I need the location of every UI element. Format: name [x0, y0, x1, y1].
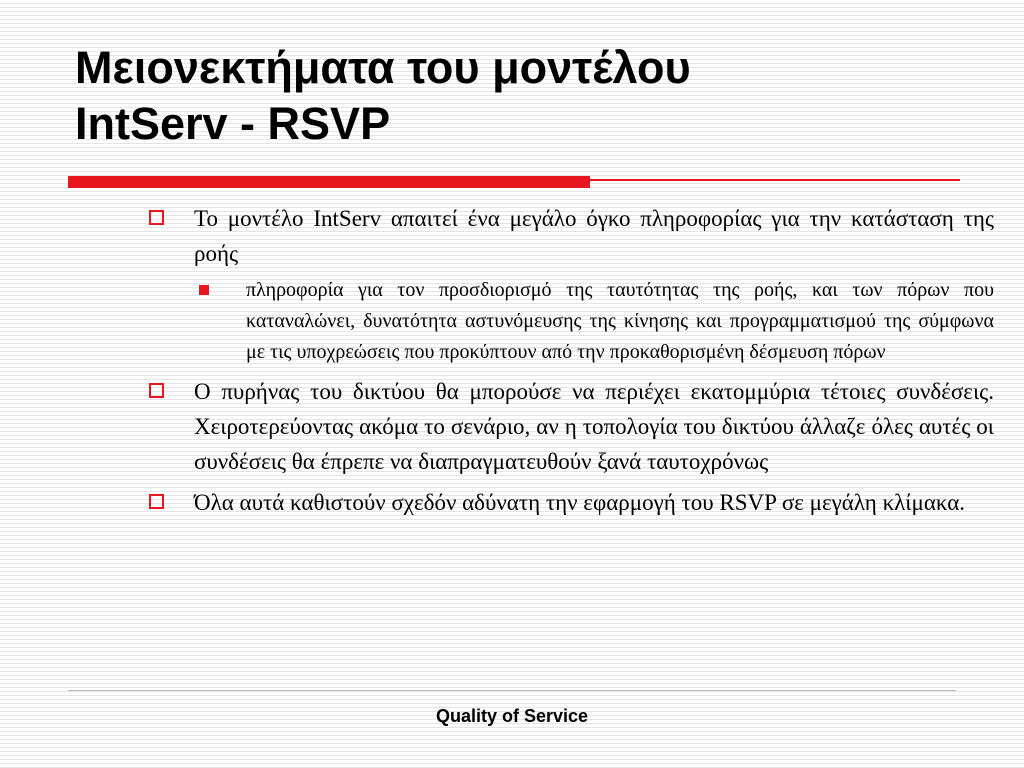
sub-bullet-item-1 — [146, 275, 994, 368]
sub-bullet-text-1: πληροφορία για τον προσδιορισμό της ταυτότητας της ροής, και των πόρων που καταναλώνει, δυνατότητα αστυνόμευσης της κίνησης και προγραμματισμού της σύμφωνα με τις υποχρεώσεις που προκύπτουν από την προκαθορισμένη δέσμευση πόρων — [246, 279, 994, 363]
filled-square-bullet-icon — [199, 285, 209, 295]
footer-divider — [68, 690, 956, 691]
hollow-square-bullet-icon — [149, 210, 164, 225]
bullet-text-1: Το μοντέλο IntServ απαιτεί ένα μεγάλο όγκο πληροφορίας για την κατάσταση της ροής — [194, 206, 994, 266]
title-underline-thin — [590, 179, 960, 181]
hollow-square-bullet-icon — [149, 383, 164, 398]
bullet-item-3 — [146, 485, 994, 520]
bullet-item-1 — [146, 201, 994, 271]
bullet-text-2: Ο πυρήνας του δικτύου θα μπορούσε να περιέχει εκατομμύρια τέτοιες συνδέσεις. Χειροτερεύοντας ακόμα το σενάριο, αν η τοπολογία του δικτύου άλλαζε όλες αυτές οι συνδέσεις θα έπρεπε να διαπραγματευθούν ξανά ταυτοχρόνως — [194, 379, 994, 474]
hollow-square-bullet-icon — [149, 494, 164, 509]
title-line-2: IntServ - RSVP — [75, 98, 391, 149]
footer-label: Quality of Service — [435, 706, 589, 726]
title-underline-thick — [68, 176, 590, 188]
slide-content — [146, 201, 994, 520]
bullet-text-3: Όλα αυτά καθιστούν σχεδόν αδύνατη την εφαρμογή του RSVP σε μεγάλη κλίμακα. — [194, 490, 966, 515]
slide-title — [75, 40, 975, 152]
title-line-1: Μειονεκτήματα του μοντέλου — [75, 42, 691, 93]
bullet-item-2 — [146, 374, 994, 479]
